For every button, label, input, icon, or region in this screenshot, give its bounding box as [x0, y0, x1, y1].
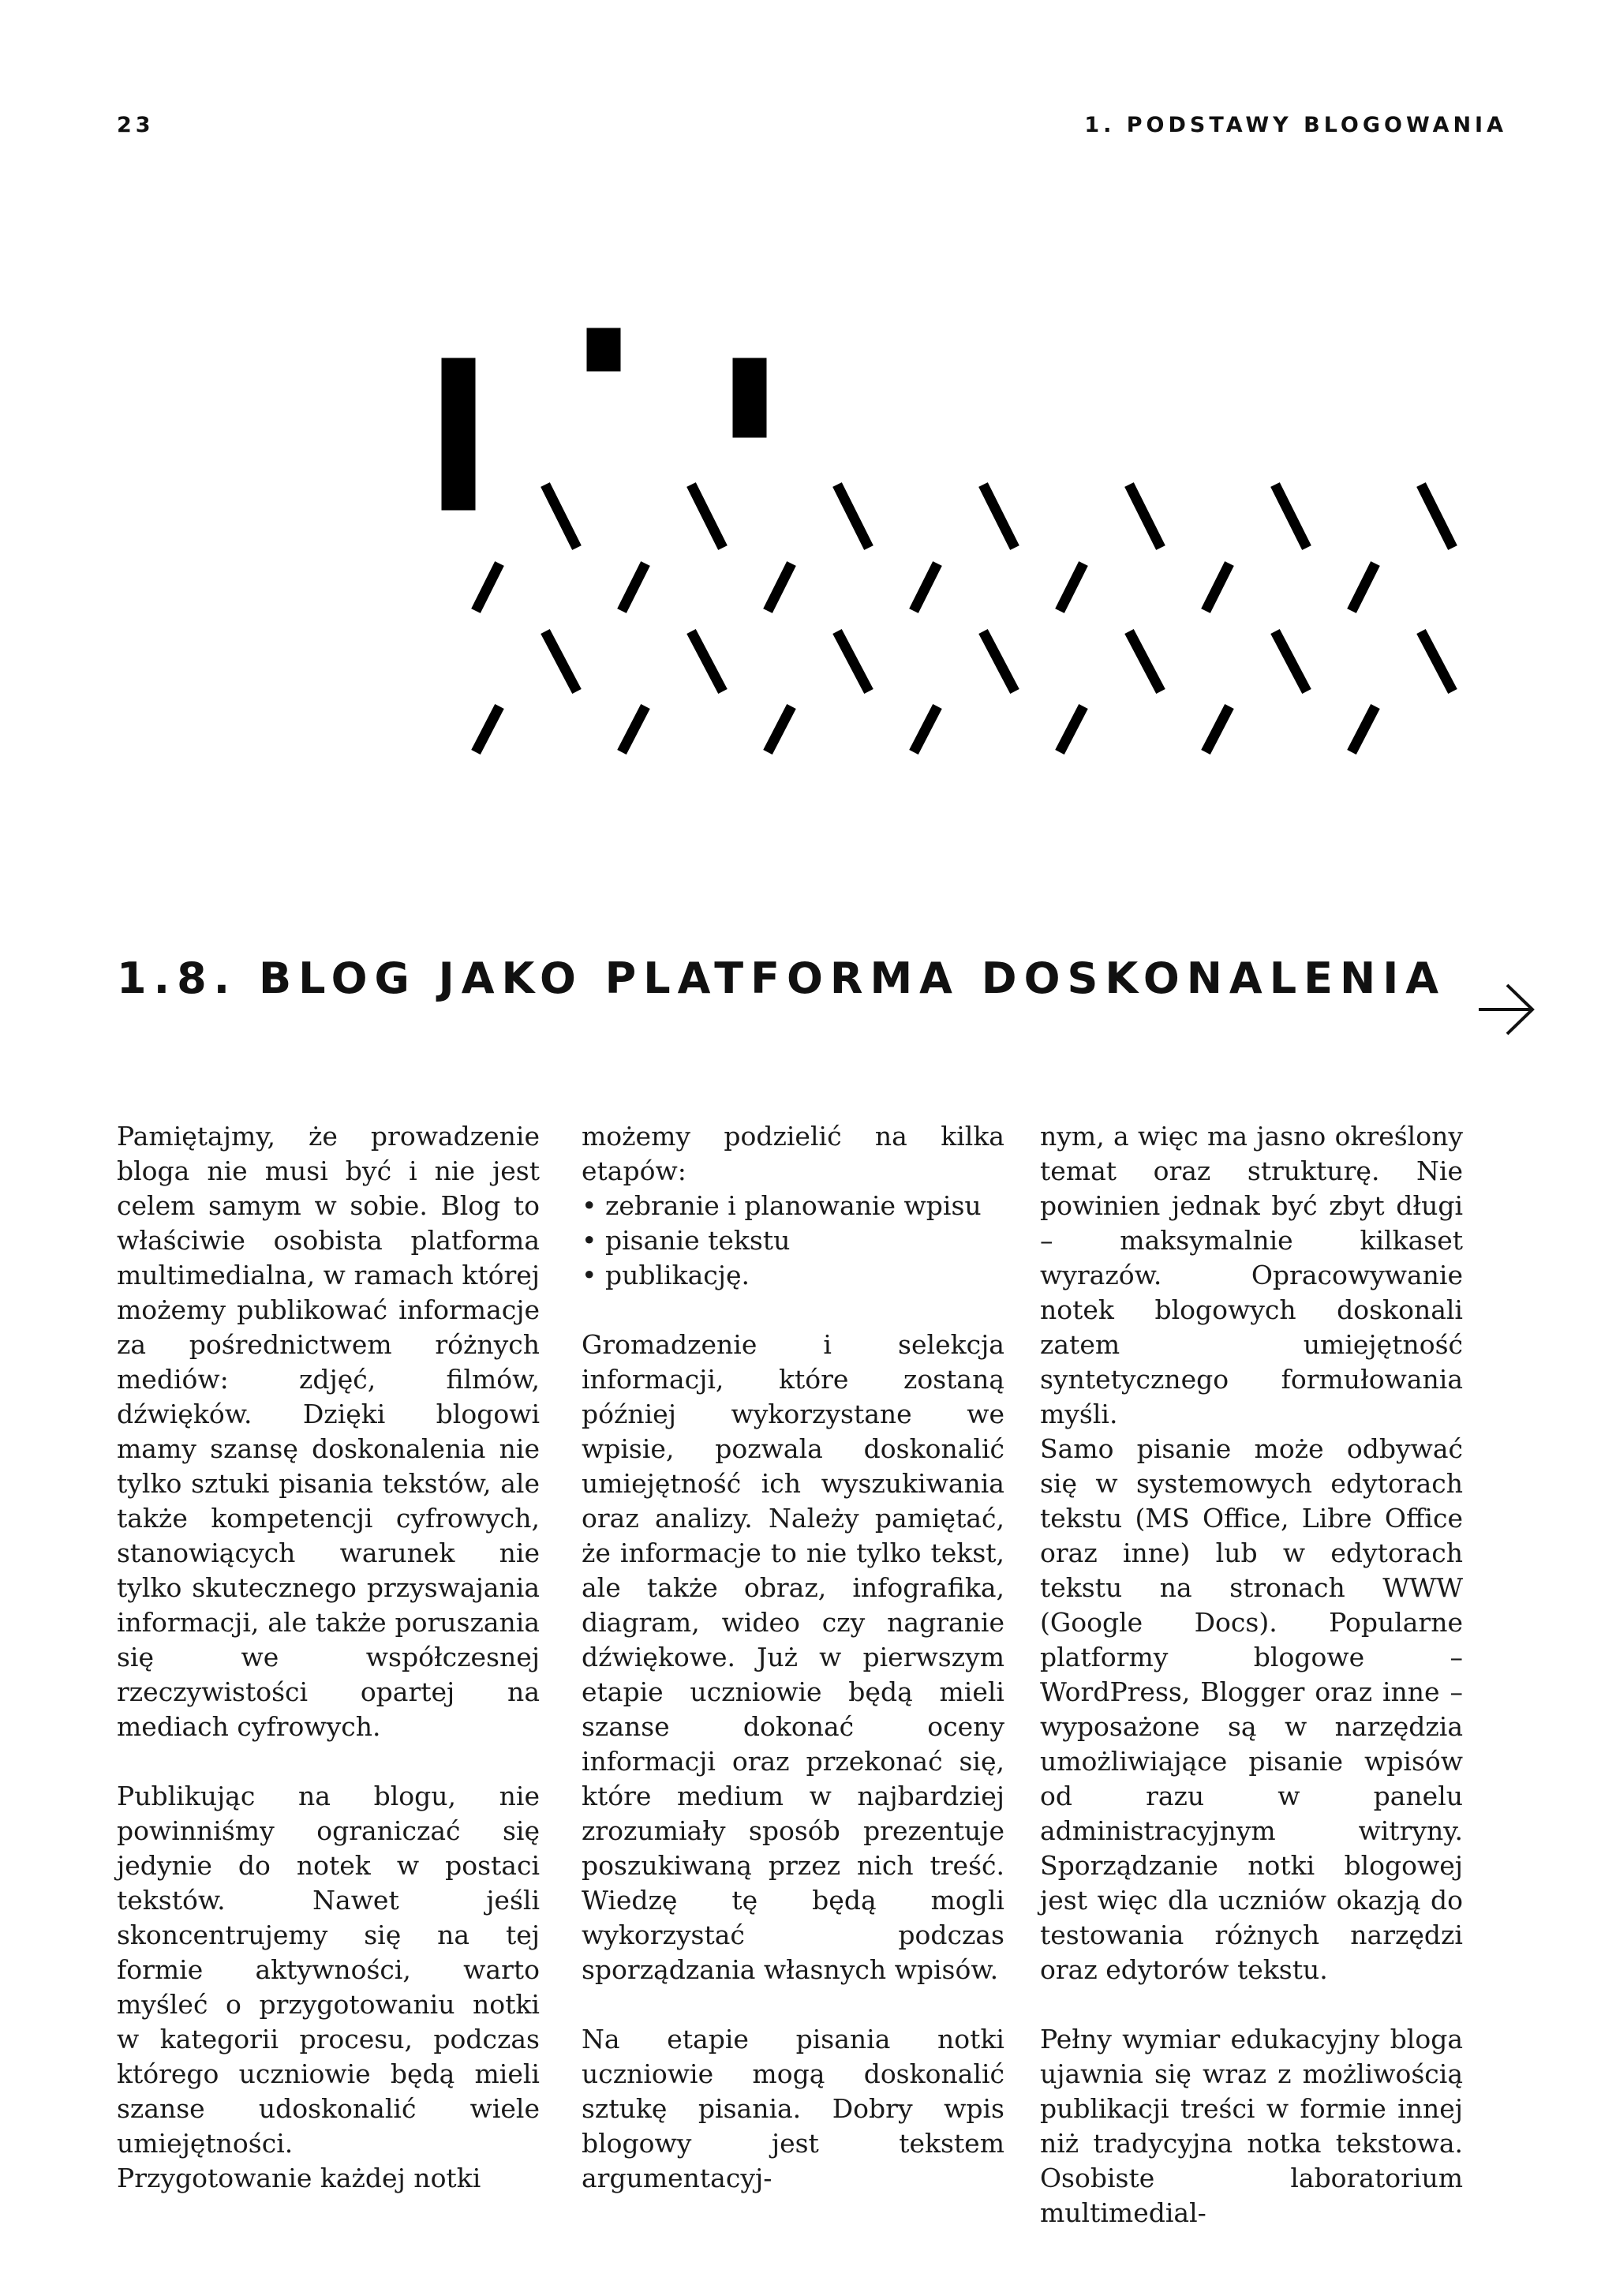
paragraph: nym, a więc ma jasno określony temat oraz strukturę. Nie powinien jednak być zbyt długi – maksymalnie kilkaset wyrazów. Opracowywanie notek blogowych doskonali zatem umiejętność syntetycznego formułowania myśli. [1040, 1121, 1463, 1429]
pattern-slash [691, 485, 723, 548]
paragraph: Pełny wymiar edukacyjny bloga ujawnia się wraz z możliwością publikacji treści w formie innej niż tradycyjna notka tekstowa. Osobiste laboratorium multimedial- [1040, 2024, 1463, 2228]
paragraph: Samo pisanie może odbywać się w systemowych edytorach tekstu (MS Office, Libre Office oraz inne) lub w edytorach tekstu na stronach WWW (Google Docs). Popularne platformy blogowe – WordPress, Blogger oraz inne – wyposażone są w narzędzia umożliwiające pisanie wpisów od razu w panelu administracyjnym witryny. Sporządzanie notki blogowej jest więc dla uczniów okazją do testowania różnych narzędzi oraz edytorów tekstu. [1040, 1433, 1463, 1985]
pattern-slash [914, 706, 937, 752]
pattern-slash [545, 631, 577, 691]
pattern-slash [545, 485, 577, 548]
paragraph: możemy podzielić na kilka etapów: [582, 1121, 1004, 1186]
pattern-bar [592, 333, 615, 366]
list-item: • zebranie i planowanie wpisu [582, 1189, 1004, 1223]
pattern-slash [691, 631, 723, 691]
list-item: • publikację. [582, 1258, 1004, 1293]
slash-pattern-icon [0, 0, 1616, 868]
pattern-slash [1421, 631, 1453, 691]
stage-list [582, 1189, 1004, 1293]
arrow-right-icon[interactable] [1476, 980, 1537, 1039]
paragraph: Gromadzenie i selekcja informacji, które zostaną później wykorzystane we wpisie, pozwala doskonalić umiejętność ich wyszukiwania oraz analizy. Należy pamiętać, że informacje to nie tylko tekst, ale także obraz, infografika, diagram, wideo czy nagranie dźwiękowe. Już w pierwszym etapie uczniowie będą mieli szanse dokonać oceny informacji oraz przekonać się, które medium w najbardziej zrozumiały sposób prezentuje poszukiwaną przez nich treść. Wiedzę tę będą mogli wykorzystać podczas sporządzania własnych wpisów. [582, 1329, 1004, 1985]
pattern-slash [1206, 706, 1229, 752]
pattern-slash [1060, 706, 1083, 752]
pattern-slash [1206, 564, 1229, 611]
text-column-middle [582, 1119, 1004, 2196]
pattern-slash [1275, 485, 1307, 548]
text-column-right [1040, 1119, 1463, 2230]
pattern-slash [476, 564, 499, 611]
pattern-slash [837, 485, 869, 548]
pattern-bar [738, 363, 761, 433]
text-column-left [117, 1119, 540, 2196]
pattern-slash [914, 564, 937, 611]
paragraph: Na etapie pisania notki uczniowie mogą doskonalić sztukę pisania. Dobry wpis blogowy jest tekstem argumentacyj- [582, 2024, 1004, 2193]
pattern-slash [622, 706, 645, 752]
page-number: 23 [117, 113, 155, 137]
pattern-slash [1352, 706, 1375, 752]
pattern-slash [983, 485, 1015, 548]
pattern-slash [1060, 564, 1083, 611]
pattern-slash [1129, 485, 1161, 548]
paragraph: Pamiętajmy, że prowadzenie bloga nie musi być i nie jest celem samym w sobie. Blog to właściwie osobista platforma multimedialna, w ramach której możemy publikować informacje za pośrednictwem różnych mediów: zdjęć, filmów, dźwięków. Dzięki blogowi mamy szansę doskonalenia nie tylko sztuki pisania tekstów, ale także kompetencji cyfrowych, stanowiących warunek nie tylko skutecznego przyswajania informacji, ale także poruszania się we współczesnej rzeczywistości opartej na mediach cyfrowych. [117, 1121, 540, 1742]
pattern-slash [1129, 631, 1161, 691]
list-item: • pisanie tekstu [582, 1223, 1004, 1258]
pattern-slash [837, 631, 869, 691]
pattern-slash [476, 706, 499, 752]
pattern-bar [447, 363, 470, 505]
pattern-slash [768, 706, 791, 752]
paragraph: Publikując na blogu, nie powinniśmy ograniczać się jedynie do notek w postaci tekstów. Nawet jeśli skoncentrujemy się na tej formie aktywności, warto myśleć o przygotowaniu notki w kategorii procesu, podczas którego uczniowie będą mieli szanse udoskonalić wiele umiejętności. [117, 1781, 540, 2159]
pattern-slash [983, 631, 1015, 691]
pattern-slash [1352, 564, 1375, 611]
section-heading: 1.8. BLOG JAKO PLATFORMA DOSKONALENIA [117, 953, 1446, 1003]
pattern-slash [1421, 485, 1453, 548]
running-head-chapter: 1. PODSTAWY BLOGOWANIA [1084, 113, 1507, 137]
pattern-slash [622, 564, 645, 611]
pattern-slash [768, 564, 791, 611]
pattern-slash [1275, 631, 1307, 691]
paragraph: Przygotowanie każdej notki [117, 2163, 481, 2193]
